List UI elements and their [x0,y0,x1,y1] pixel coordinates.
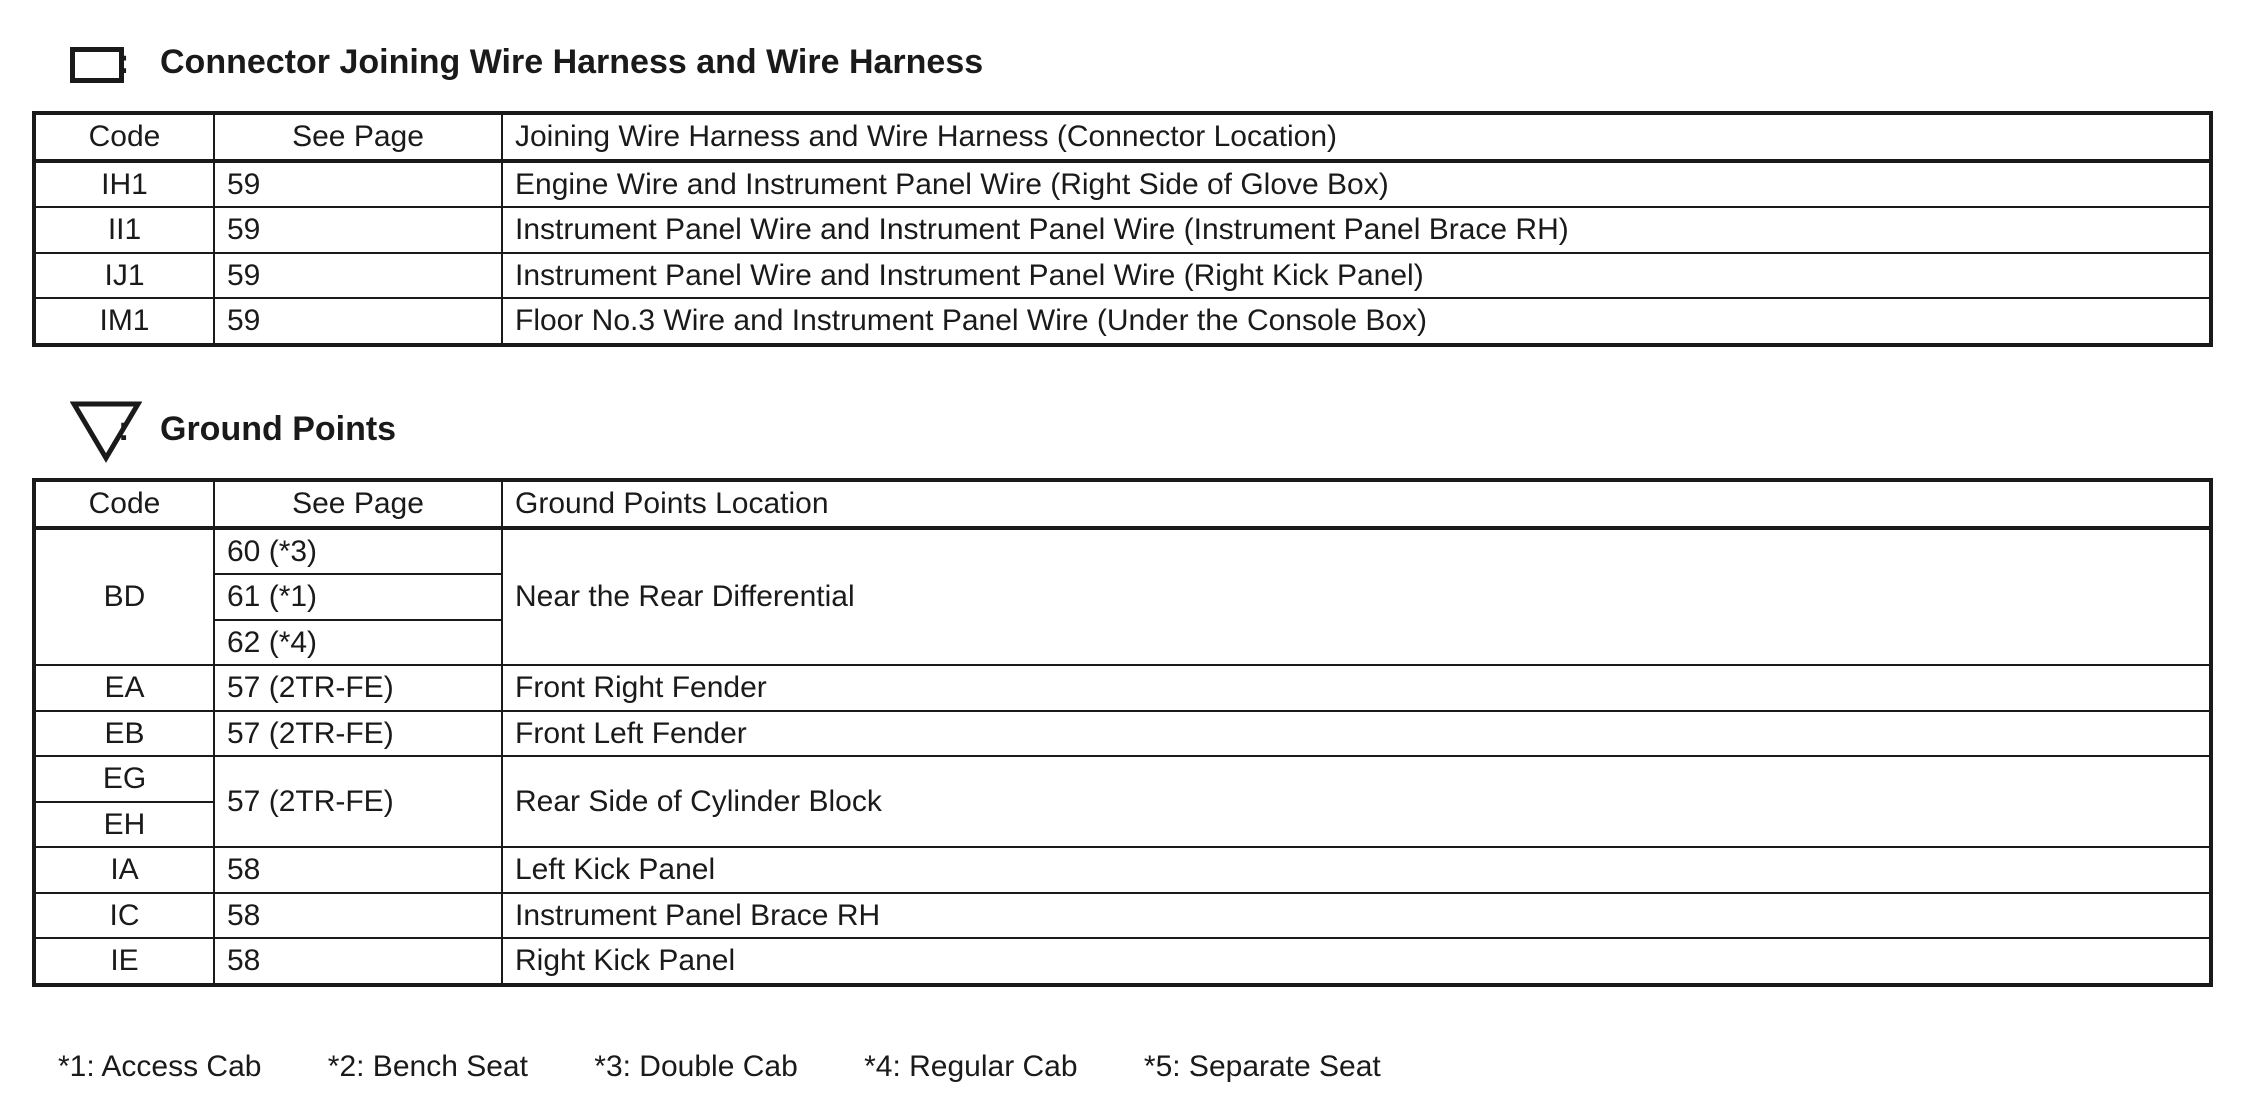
connector-table [32,111,2213,347]
header-ground-location: Ground Points Location [502,480,2211,528]
code-cell: EG [34,756,214,802]
header-see-page: See Page [214,113,502,161]
table-row [34,711,2211,757]
ground-section-title: Ground Points [160,410,397,448]
page-cell: 59 [214,207,502,253]
page-cell: 58 [214,893,502,939]
table-row [34,938,2211,985]
page-cell: 60 (*3) [214,528,502,575]
page-cell: 57 (2TR-FE) [214,665,502,711]
connector-table-header-row [34,113,2211,161]
code-cell: IJ1 [34,253,214,299]
location-cell: Floor No.3 Wire and Instrument Panel Wire (Under the Console Box) [502,298,2211,345]
location-cell: Instrument Panel Brace RH [502,893,2211,939]
page-cell: 59 [214,298,502,345]
location-cell: Right Kick Panel [502,938,2211,985]
connector-box-icon [70,47,124,83]
location-cell: Front Left Fender [502,711,2211,757]
header-see-page: See Page [214,480,502,528]
footnotes [58,1050,1439,1084]
location-cell: Near the Rear Differential [502,528,2211,666]
header-code: Code [34,480,214,528]
page-cell: 58 [214,938,502,985]
code-cell: IA [34,847,214,893]
code-cell: IM1 [34,298,214,345]
page-cell: 57 (2TR-FE) [214,711,502,757]
footnote: *1: Access Cab [58,1050,262,1083]
footnote: *4: Regular Cab [864,1050,1078,1083]
table-row [34,756,2211,802]
code-cell: EB [34,711,214,757]
header-connector-location: Joining Wire Harness and Wire Harness (Connector Location) [502,113,2211,161]
page-cell: 57 (2TR-FE) [214,756,502,847]
page-cell: 62 (*4) [214,620,502,666]
location-cell: Instrument Panel Wire and Instrument Panel Wire (Instrument Panel Brace RH) [502,207,2211,253]
table-row [34,528,2211,575]
code-cell: IE [34,938,214,985]
code-cell: IH1 [34,161,214,208]
location-cell: Left Kick Panel [502,847,2211,893]
ground-heading-colon: : [118,410,130,448]
page-cell: 59 [214,253,502,299]
ground-triangle-icon [70,400,142,464]
page-cell: 61 (*1) [214,574,502,620]
table-row [34,847,2211,893]
table-row [34,161,2211,208]
connector-heading-colon: : [118,43,130,81]
ground-table-header-row [34,480,2211,528]
code-cell: IC [34,893,214,939]
code-cell: II1 [34,207,214,253]
code-cell: BD [34,528,214,666]
footnote: *2: Bench Seat [327,1050,528,1083]
location-cell: Rear Side of Cylinder Block [502,756,2211,847]
code-cell: EH [34,802,214,848]
ground-section-heading [70,400,142,464]
header-code: Code [34,113,214,161]
table-row [34,665,2211,711]
connector-section-title: Connector Joining Wire Harness and Wire Harness [160,43,984,81]
location-cell: Front Right Fender [502,665,2211,711]
page-cell: 59 [214,161,502,208]
footnote: *3: Double Cab [594,1050,798,1083]
table-row [34,253,2211,299]
code-cell: EA [34,665,214,711]
footnote: *5: Separate Seat [1143,1050,1381,1083]
table-row [34,893,2211,939]
location-cell: Instrument Panel Wire and Instrument Panel Wire (Right Kick Panel) [502,253,2211,299]
table-row [34,298,2211,345]
page-cell: 58 [214,847,502,893]
ground-table [32,478,2213,987]
table-row [34,207,2211,253]
location-cell: Engine Wire and Instrument Panel Wire (Right Side of Glove Box) [502,161,2211,208]
